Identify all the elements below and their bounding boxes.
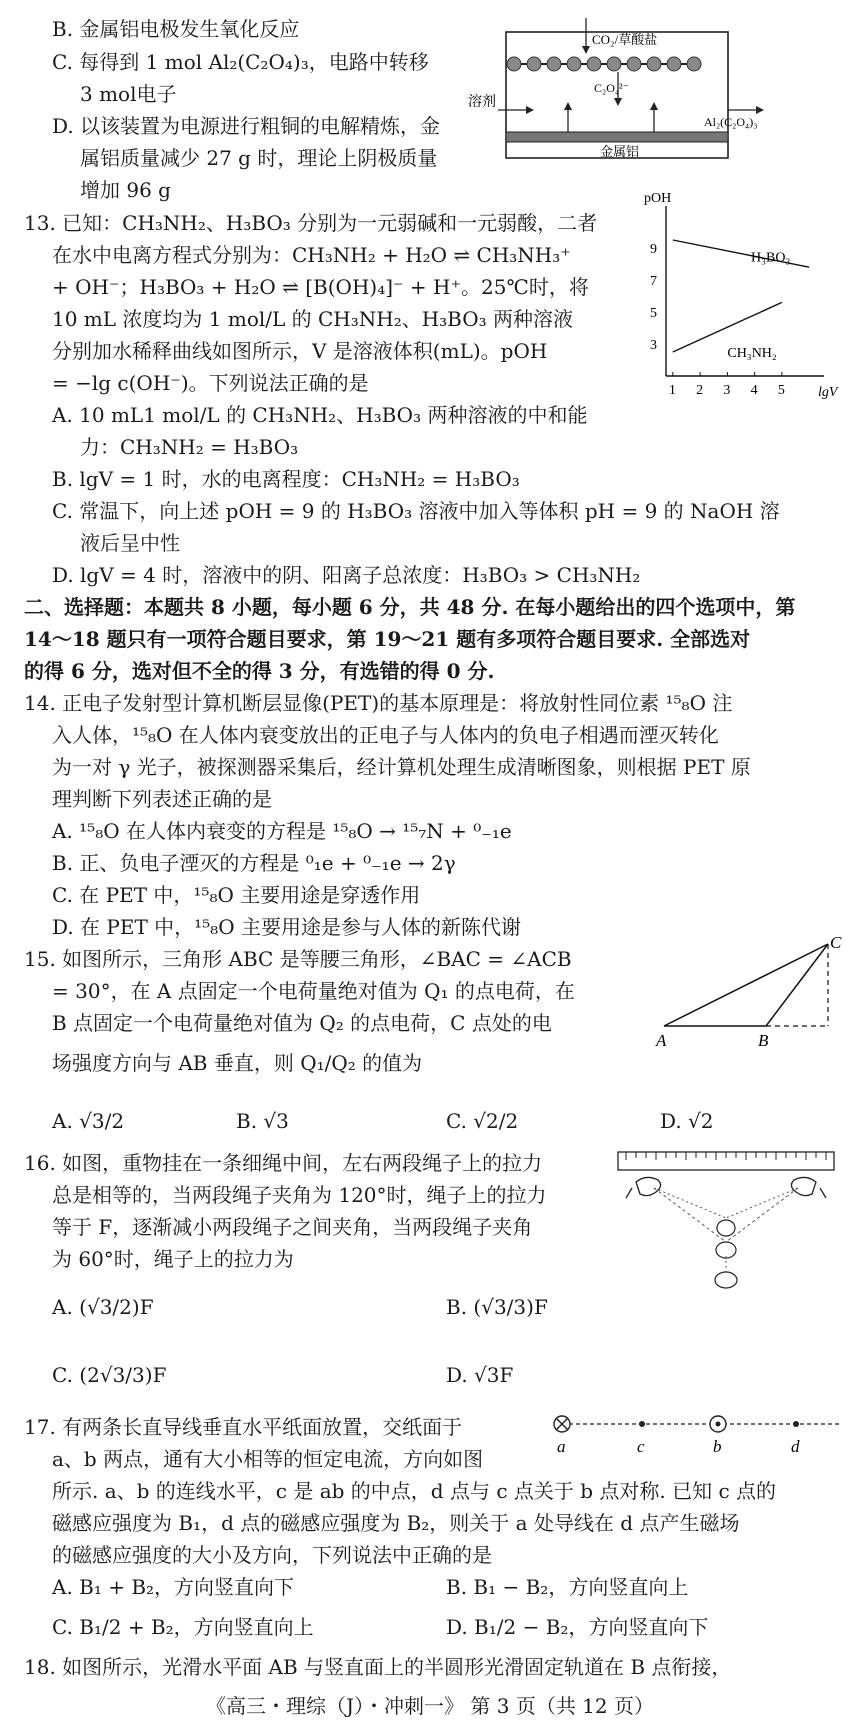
q14-option-d: D. 在 PET 中，¹⁵₈O 主要用途是参与人体的新陈代谢: [52, 915, 521, 939]
q15-fig-point-c: C: [830, 933, 842, 952]
series-label: H₃BO₃: [751, 250, 791, 266]
y-tick-label: 5: [650, 306, 657, 321]
q16-stem-line2: 总是相等的，当两段绳子夹角为 120°时，绳子上的拉力: [52, 1183, 547, 1207]
q17-stem-line3: 所示. a、b 的连线水平，c 是 ab 的中点，d 点与 c 点关于 b 点对称. 已知 c 点的: [52, 1479, 777, 1503]
q15-stem-line4: 场强度方向与 AB 垂直，则 Q₁/Q₂ 的值为: [52, 1051, 423, 1075]
q17-fig-point-b: b: [713, 1437, 722, 1456]
section2-line1: 二、选择题：本题共 8 小题，每小题 6 分，共 48 分. 在每小题给出的四个选项中，第: [24, 595, 796, 619]
q12-option-b: B. 金属铝电极发生氧化反应: [52, 17, 300, 41]
q13-poh-chart: [640, 191, 850, 430]
page-footer: 《高三・理综（J）・冲刺一》 第 3 页（共 12 页）: [206, 1694, 654, 1718]
section2-line2: 14～18 题只有一项符合题目要求，第 19～21 题有多项符合题目要求. 全部选对: [24, 627, 751, 651]
q12-fig-label-left: 溶剂: [468, 95, 496, 110]
q12-fig-label-right: Al₂(C₂O₄)₃: [704, 115, 758, 129]
q17-stem-line4: 磁感应强度为 B₁，d 点的磁感应强度为 B₂，则关于 a 处导线在 d 点产生磁场: [52, 1511, 740, 1535]
series-line: [673, 302, 782, 352]
q12-option-d-line1: D. 以该装置为电源进行粗铜的电解精炼，金: [52, 114, 441, 138]
y-tick-label: 9: [650, 242, 657, 257]
q14-stem-line4: 理判断下列表述正确的是: [52, 787, 272, 811]
q17-fig-point-c: c: [637, 1437, 645, 1456]
q15-stem-line3: B 点固定一个电荷量绝对值为 Q₂ 的点电荷，C 点处的电: [52, 1011, 552, 1035]
q13-option-a-line2: 力：CH₃NH₂ = H₃BO₃: [80, 435, 299, 459]
q17-stem-line1: 17. 有两条长直导线垂直水平纸面放置，交纸面于: [24, 1415, 463, 1439]
q13-option-a-line1: A. 10 mL1 mol/L 的 CH₃NH₂、H₃BO₃ 两种溶液的中和能: [52, 403, 588, 427]
q17-option-d: D. B₁/2 − B₂，方向竖直向下: [446, 1615, 709, 1639]
q13-option-b: B. lgV = 1 时，水的电离程度：CH₃NH₂ = H₃BO₃: [52, 467, 520, 491]
q13-stem-line5: 分别加水稀释曲线如图所示，V 是溶液体积(mL)。pOH: [52, 339, 548, 363]
q15-stem-line2: = 30°，在 A 点固定一个电荷量绝对值为 Q₁ 的点电荷，在: [52, 979, 575, 1003]
x-tick-label: 4: [750, 383, 758, 398]
q17-stem-line5: 的磁感应强度的大小及方向，下列说法中正确的是: [52, 1543, 492, 1567]
q16-option-d: D. √3F: [446, 1363, 514, 1387]
q15-option-c: C. √2/2: [446, 1109, 519, 1133]
q15-triangle-figure: [650, 934, 850, 1054]
q12-option-d-line2: 属铝质量减少 27 g 时，理论上阴极质量: [80, 146, 438, 170]
q13-stem-line4: 10 mL 浓度均为 1 mol/L 的 CH₃NH₂、H₃BO₃ 两种溶液: [52, 307, 574, 331]
y-axis-label: pOH: [644, 191, 672, 206]
q12-option-c-line2: 3 mol电子: [80, 82, 177, 106]
q15-fig-point-b: B: [758, 1031, 769, 1050]
q13-option-c-line2: 液后呈中性: [80, 531, 180, 555]
q17-option-c: C. B₁/2 + B₂，方向竖直向上: [52, 1615, 314, 1639]
q14-option-a: A. ¹⁵₈O 在人体内衰变的方程是 ¹⁵₈O → ¹⁵₇N + ⁰₋₁e: [52, 819, 512, 843]
q15-fig-point-a: A: [656, 1031, 667, 1050]
q14-stem-line1: 14. 正电子发射型计算机断层显像(PET)的基本原理是：将放射性同位素 ¹⁵₈O 注: [24, 691, 733, 715]
q12-option-c-line1: C. 每得到 1 mol Al₂(C₂O₄)₃，电路中转移: [52, 50, 429, 74]
q12-battery-figure: [468, 14, 768, 164]
q15-option-d: D. √2: [660, 1109, 714, 1133]
y-tick-label: 3: [650, 338, 657, 353]
q13-option-d: D. lgV = 4 时，溶液中的阴、阳离子总浓度：H₃BO₃ > CH₃NH₂: [52, 563, 641, 587]
q12-fig-label-top: CO₂/草酸盐: [592, 32, 658, 47]
q17-fig-point-a: a: [557, 1437, 566, 1456]
q13-stem-line2: 在水中电离方程式分别为：CH₃NH₂ + H₂O ⇌ CH₃NH₃⁺: [52, 243, 571, 267]
q15-stem-line1: 15. 如图所示，三角形 ABC 是等腰三角形，∠BAC = ∠ACB: [24, 947, 572, 971]
x-tick-label: 5: [777, 383, 785, 398]
x-tick-label: 2: [696, 383, 704, 398]
q16-stem-line3: 等于 F，逐渐减小两段绳子之间夹角，当两段绳子夹角: [52, 1215, 533, 1239]
q14-stem-line2: 入人体，¹⁵₈O 在人体内衰变放出的正电子与人体内的负电子相遇而湮灭转化: [52, 723, 719, 747]
q15-option-a: A. √3/2: [52, 1109, 125, 1133]
x-tick-label: 1: [668, 383, 676, 398]
q12-fig-label-mid: C₂O₄²⁻: [594, 81, 629, 95]
q17-stem-line2: a、b 两点，通有大小相等的恒定电流，方向如图: [52, 1447, 484, 1471]
q14-option-b: B. 正、负电子湮灭的方程是 ⁰₁e + ⁰₋₁e → 2γ: [52, 851, 456, 875]
q13-option-c-line1: C. 常温下，向上述 pOH = 9 的 H₃BO₃ 溶液中加入等体积 pH = 9 的 NaOH 溶: [52, 499, 780, 523]
q12-option-d-line3: 增加 96 g: [80, 178, 171, 202]
series-label: CH₃NH₂: [727, 346, 777, 362]
q16-option-a: A. (√3/2)F: [52, 1295, 154, 1319]
q17-option-b: B. B₁ − B₂，方向竖直向上: [446, 1575, 689, 1599]
q18-stem-line1: 18. 如图所示，光滑水平面 AB 与竖直面上的半圆形光滑固定轨道在 B 点衔接，: [24, 1655, 732, 1679]
x-axis-label: lgV: [818, 385, 838, 400]
y-tick-label: 7: [650, 274, 657, 289]
q13-stem-line1: 13. 已知：CH₃NH₂、H₃BO₃ 分别为一元弱碱和一元弱酸，二者: [24, 211, 598, 235]
q13-stem-line6: = −lg c(OH⁻)。下列说法正确的是: [52, 371, 369, 395]
q17-fig-point-d: d: [791, 1437, 800, 1456]
q17-option-a: A. B₁ + B₂，方向竖直向下: [52, 1575, 295, 1599]
q16-stem-line4: 为 60°时，绳子上的拉力为: [52, 1247, 294, 1271]
q15-option-b: B. √3: [236, 1109, 289, 1133]
q14-stem-line3: 为一对 γ 光子，被探测器采集后，经计算机处理生成清晰图象，则根据 PET 原: [52, 755, 751, 779]
q16-rope-figure: [614, 1146, 840, 1296]
x-tick-label: 3: [723, 383, 731, 398]
q13-stem-line3: + OH⁻；H₃BO₃ + H₂O ⇌ [B(OH)₄]⁻ + H⁺。25℃时，将: [52, 275, 589, 299]
q12-fig-label-bottom: 金属铝: [600, 144, 640, 159]
q17-wires-figure: [552, 1408, 852, 1462]
section2-line3: 的得 6 分，选对但不全的得 3 分，有选错的得 0 分.: [24, 659, 495, 683]
q16-stem-line1: 16. 如图，重物挂在一条细绳中间，左右两段绳子上的拉力: [24, 1151, 543, 1175]
q16-option-b: B. (√3/3)F: [446, 1295, 548, 1319]
q16-option-c: C. (2√3/3)F: [52, 1363, 167, 1387]
q14-option-c: C. 在 PET 中，¹⁵₈O 主要用途是穿透作用: [52, 883, 421, 907]
